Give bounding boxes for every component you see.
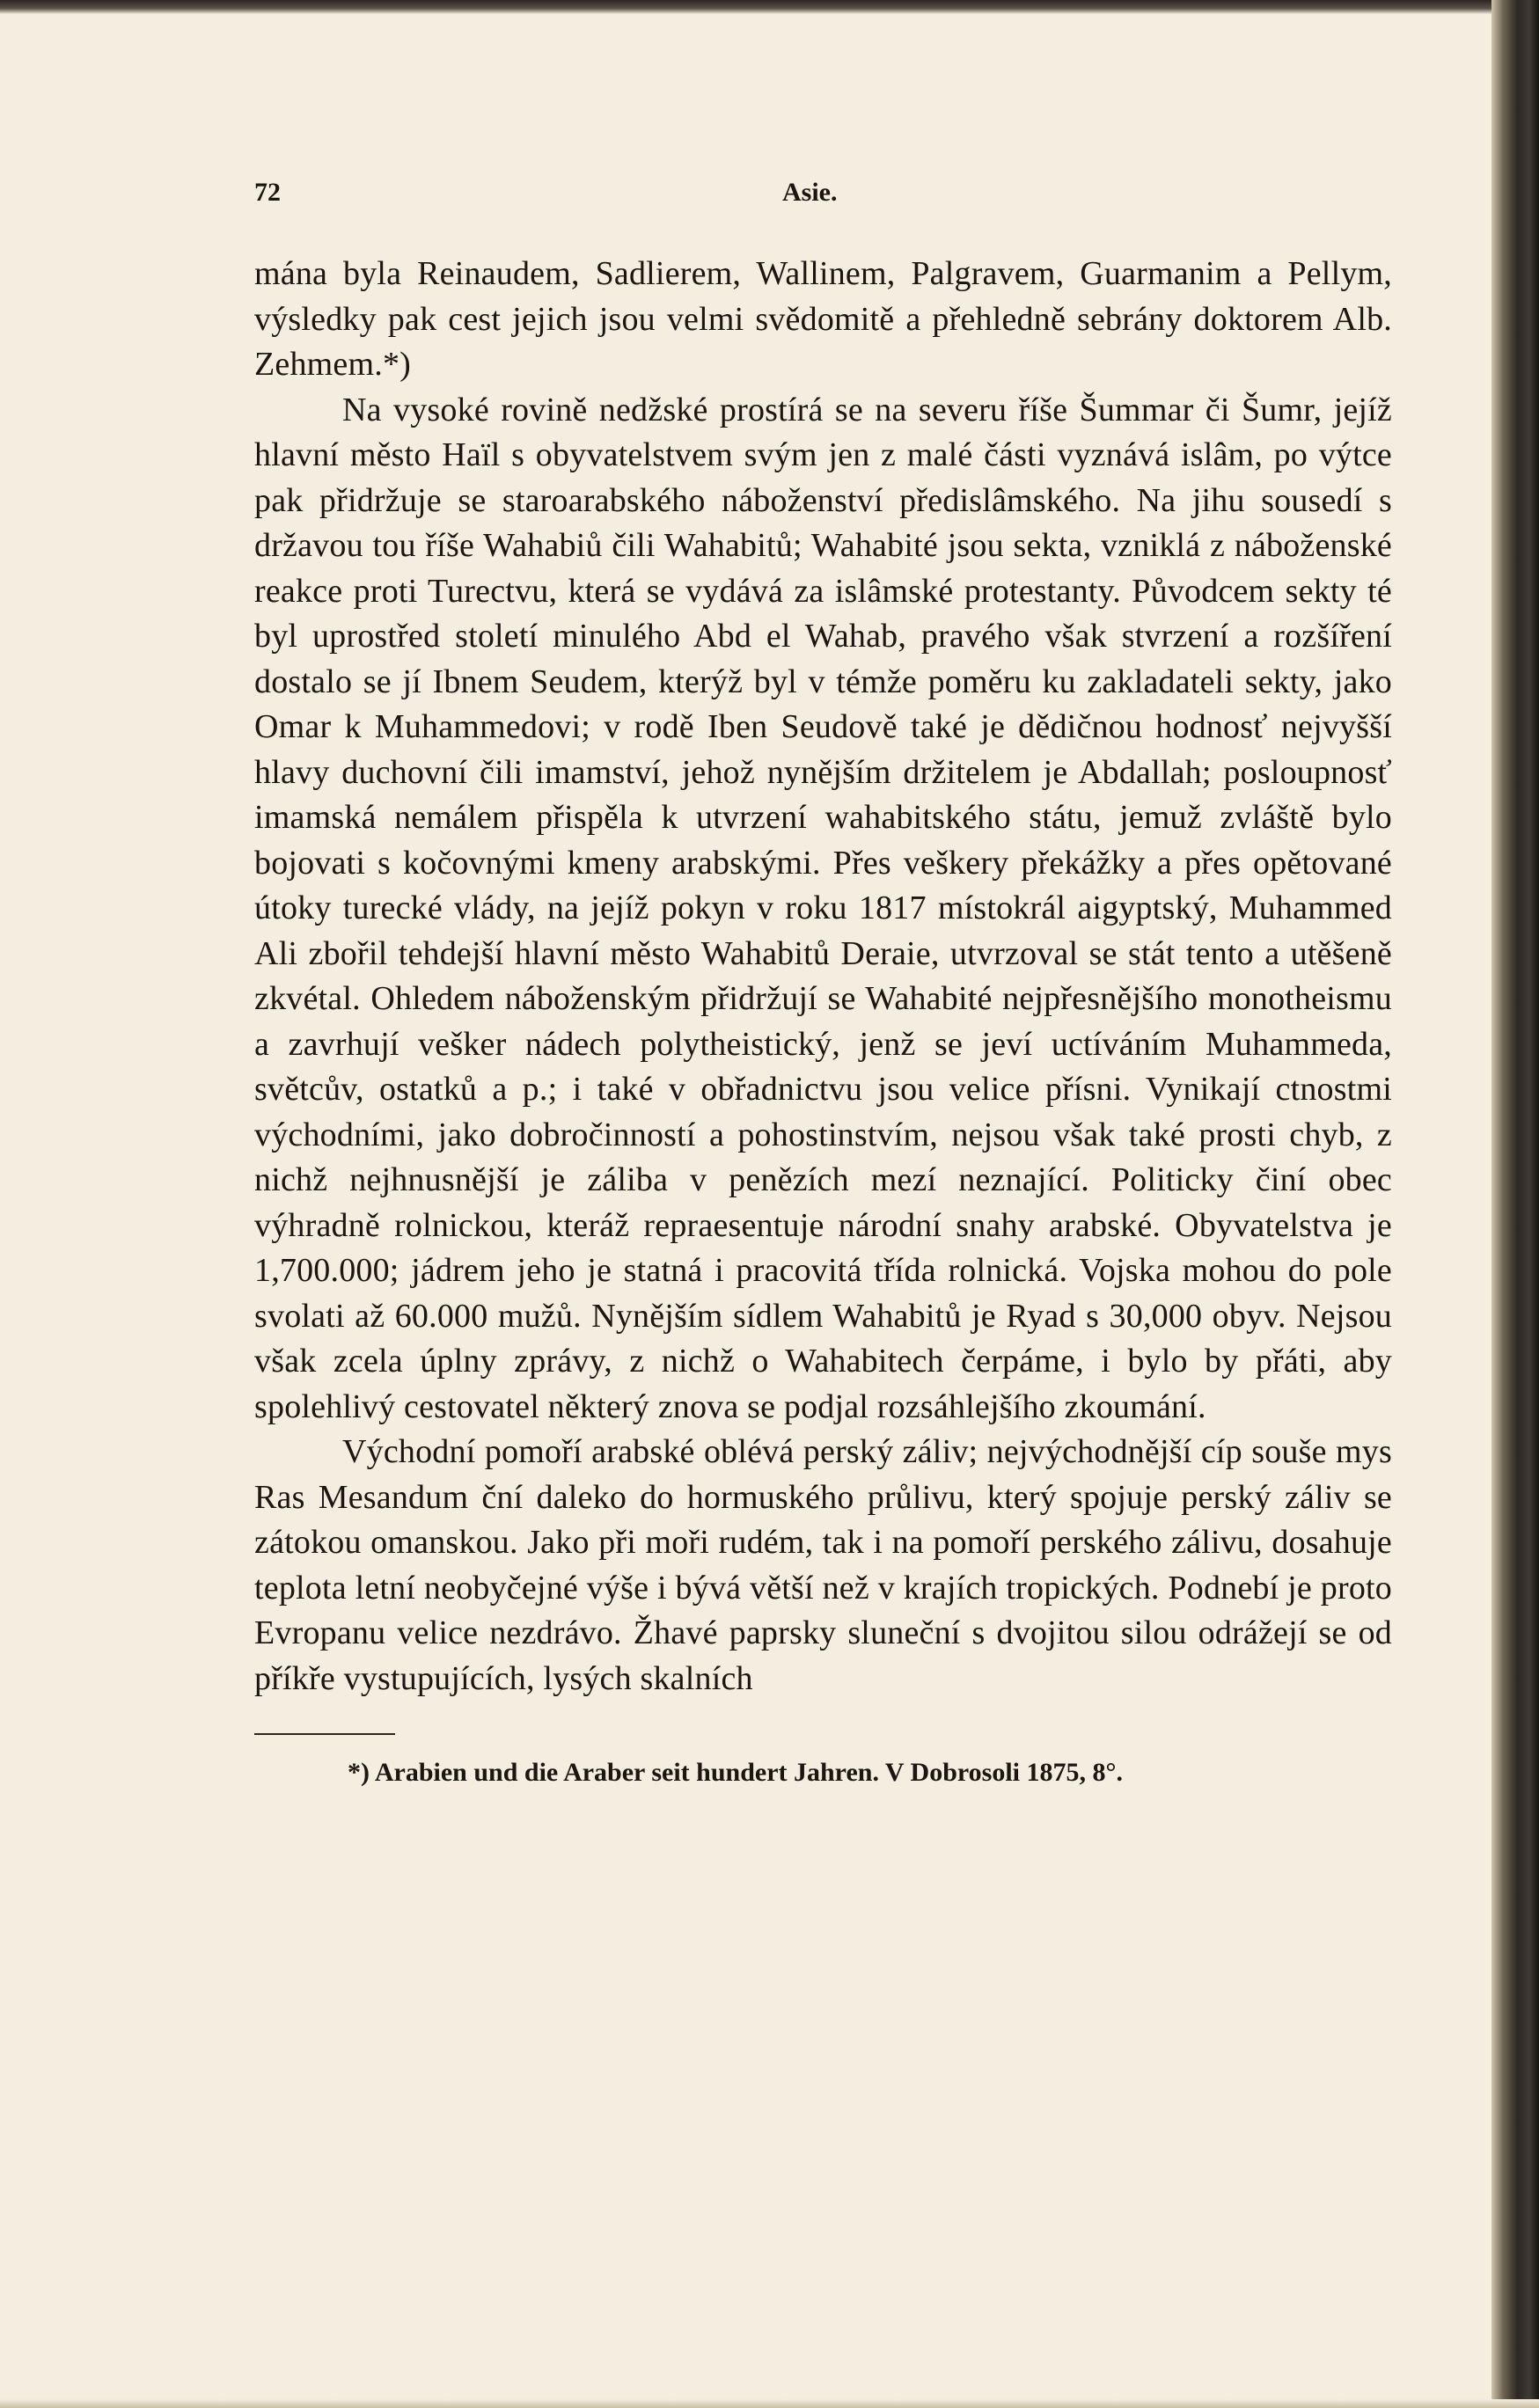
scan-top-edge [0,0,1539,14]
book-page [254,158,1392,1788]
paragraph-continued: mána byla Reinaudem, Sadlierem, Wallinem, Palgravem, Guarmanim a Pellym, výsledky pak cest jejich jsou velmi svědomitě a přehledně sebrány doktorem Alb. Zehmem.*) [254,255,1392,383]
page-number: 72 [254,178,281,207]
book-binding-edge [1491,0,1539,2408]
footnote-divider [254,1733,395,1735]
paragraph-persian-gulf: Východní pomoří arabské oblévá perský záliv; nejvýchodnější cíp souše mys Ras Mesandum ční daleko do hormuského průlivu, který spojuje perský záliv se zátokou omanskou. Jako při moři rudém, tak i na pomoří perského zálivu, dosahuje teplota letní neobyčejné výše i bývá větší než v krajích tropických. Podnebí je proto Evropanu velice nezdrávo. Žhavé paprsky sluneční s dvojitou silou odrážejí se od příkře vystupujících, lysých skalních [254,1433,1392,1697]
scan-bottom-edge [0,2399,1539,2408]
footnote: *) Arabien und die Araber seit hundert Jahren. V Dobrosoli 1875, 8°. [348,1758,1124,1787]
body-text [254,252,1392,1702]
running-head [254,158,1392,211]
running-title: Asie. [782,178,838,207]
paragraph-summar-wahabis: Na vysoké rovině nedžské prostírá se na severu říše Šummar či Šumr, jejíž hlavní město Haïl s obyvatelstvem svým jen z malé části vyznává islâm, po výtce pak přidržuje se staroarabského náboženství předislâmského. Na jihu sousedí s državou tou říše Wahabiů čili Wahabitů; Wahabité jsou sekta, vzniklá z náboženské reakce proti Turectvu, která se vydává za islâmské protestanty. Původcem sekty té byl uprostřed století minulého Abd el Wahab, pravého však stvrzení a rozšíření dostalo se jí Ibnem Seudem, kterýž byl v témže poměru ku zakladateli sekty, jako Omar k Muhammedovi; v rodě Iben Seudově také je dědičnou hodnosť nejvyšší hlavy duchovní čili imamství, jehož nynějším držitelem je Abdallah; posloupnosť imamská nemálem přispěla k utvrzení wahabitského státu, jemuž zvláště bylo bojovati s kočovnými kmeny arabskými. Přes veškery překážky a přes opětované útoky turecké vlády, na jejíž pokyn v roku 1817 místokrál aigyptský, Muhammed Ali zbořil tehdejší hlavní město Wahabitů Deraie, utvrzoval se stát tento a utěšeně zkvétal. Ohledem náboženským přidržují se Wahabité nejpřesnějšího monotheismu a zavrhují vešker nádech polytheistický, jenž se jeví uctíváním Muhammeda, světcův, ostatků a p.; i také v obřadnictvu jsou velice přísni. Vynikají ctnostmi východními, jako dobročinností a pohostinstvím, nejsou však také prosti chyb, z nichž nejhnusnější je záliba v penězích mezí neznající. Politicky činí obec výhradně rolnickou, kteráž repraesentuje národní snahy arabské. Obyvatelstva je 1,700.000; jádrem jeho je statná i pracovitá třída rolnická. Vojska mohou do pole svolati až 60.000 mužů. Nynějším sídlem Wahabitů je Ryad s 30,000 obyv. Nejsou však zcela úplny zprávy, z nichž o Wahabitech čerpáme, i bylo by přáti, aby spolehlivý cestovatel některý znova se podjal rozsáhlejšího zkoumání. [254,391,1392,1425]
